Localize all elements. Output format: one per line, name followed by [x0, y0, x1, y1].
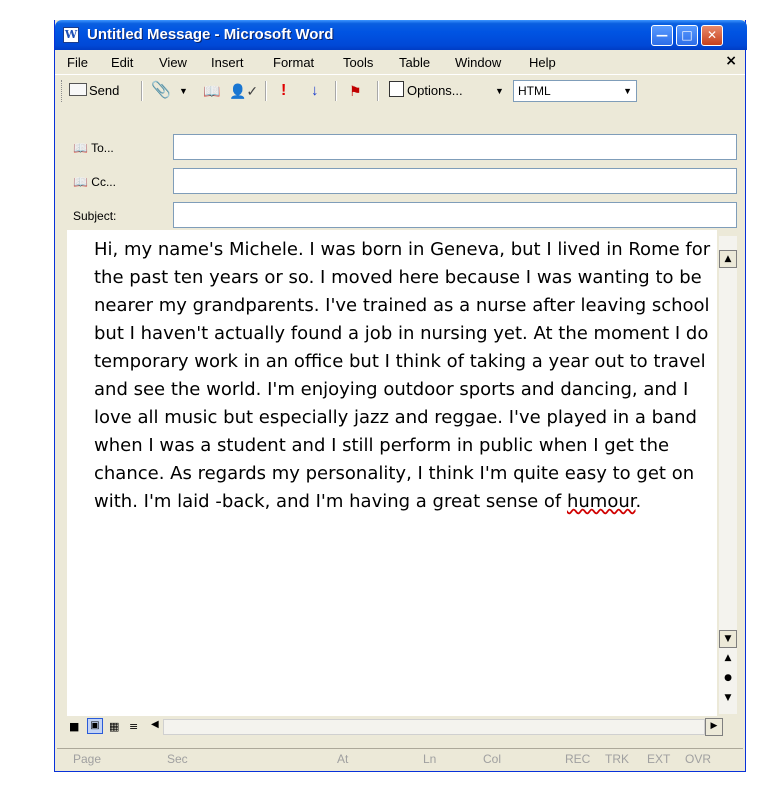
send-label: Send: [89, 83, 120, 98]
flag-icon: ⚑: [349, 83, 362, 99]
status-bar: [57, 748, 743, 769]
menu-window[interactable]: Window: [455, 55, 502, 70]
status-section: Sec: [167, 752, 188, 766]
cc-label: Cc...: [91, 175, 116, 189]
double-down-arrow-icon: ▼: [724, 693, 732, 703]
message-body[interactable]: [67, 230, 717, 716]
paperclip-icon: 📎: [151, 82, 171, 99]
menu-table[interactable]: Table: [399, 55, 431, 70]
web-layout-view-icon[interactable]: ▣: [87, 718, 103, 734]
menu-view[interactable]: View: [159, 55, 187, 70]
toolbar-grip[interactable]: [61, 80, 65, 102]
print-layout-view-icon[interactable]: ▦: [109, 720, 120, 733]
next-page-button[interactable]: [719, 690, 737, 708]
attach-file-button[interactable]: [151, 81, 171, 101]
chevron-down-icon: ▼: [495, 86, 504, 96]
address-book-icon: 📖: [73, 175, 88, 189]
message-body-text: Hi, my name's Michele. I was born in Geneva, but I lived in Rome for the past ten years or so. I moved here because I was wanting to be nearer my grandparents. I've trained as a nurse after leaving school but I haven't actually found a job in nursing yet. At the moment I do temporary work in an office but I think of taking a year out to travel and see the world. I'm enjoying outdoor sports and dancing, and I love all music but especially jazz and reggae. I've played in a band when I was a student and I still perform in public when I get the chance. As regards my personality, I think I'm quite easy to get on with. I'm laid -back, and I'm having a great sense of: [94, 239, 716, 512]
scroll-right-icon: ▶: [710, 721, 718, 731]
minimize-icon: —: [656, 28, 668, 42]
options-dropdown-button[interactable]: [495, 81, 504, 101]
toolbar-separator: [335, 81, 337, 101]
scroll-up-button[interactable]: [719, 250, 737, 268]
close-button[interactable]: [701, 25, 723, 46]
toolbar-separator: [141, 81, 143, 101]
final-punctuation: .: [635, 491, 642, 512]
address-book-icon: 📖: [203, 83, 221, 99]
horizontal-scroll-track[interactable]: [163, 719, 705, 735]
chevron-down-icon: ▼: [179, 86, 188, 96]
title-bar[interactable]: [55, 20, 747, 50]
menu-tools[interactable]: Tools: [343, 55, 374, 70]
message-format-select[interactable]: [513, 80, 637, 102]
down-arrow-icon: ↓: [311, 82, 319, 99]
status-ovr[interactable]: OVR: [685, 752, 712, 766]
check-names-icon: 👤✓: [229, 83, 259, 99]
word-app-icon[interactable]: W: [64, 28, 78, 41]
maximize-button[interactable]: [676, 25, 698, 46]
menu-file[interactable]: File: [67, 55, 88, 70]
exclamation-icon: !: [281, 82, 287, 99]
menu-help[interactable]: Help: [529, 55, 556, 70]
menu-format[interactable]: Format: [273, 55, 315, 70]
cc-button[interactable]: [73, 175, 116, 189]
message-format-value: HTML: [518, 84, 551, 98]
double-up-arrow-icon: ▲: [724, 653, 732, 663]
to-button[interactable]: [73, 141, 114, 155]
status-trk[interactable]: TRK: [605, 752, 629, 766]
up-arrow-icon: ▲: [724, 254, 732, 264]
address-book-icon: 📖: [73, 141, 88, 155]
toolbar-separator: [377, 81, 379, 101]
word-window: [54, 20, 746, 772]
scroll-right-button[interactable]: [705, 718, 723, 736]
subject-field[interactable]: [173, 202, 737, 228]
previous-page-button[interactable]: [719, 650, 737, 668]
maximize-icon: □: [681, 28, 693, 42]
misspelled-word[interactable]: humour: [566, 491, 636, 512]
normal-view-icon[interactable]: ■: [69, 720, 80, 733]
outline-view-icon[interactable]: ≡: [129, 720, 139, 733]
menu-insert[interactable]: Insert: [211, 55, 244, 70]
status-ext[interactable]: EXT: [647, 752, 671, 766]
message-text[interactable]: [94, 236, 714, 516]
browse-object-icon: ●: [724, 673, 732, 683]
status-rec[interactable]: REC: [565, 752, 591, 766]
close-icon: ✕: [706, 28, 718, 42]
chevron-down-icon: ▼: [623, 86, 632, 96]
vertical-scrollbar[interactable]: [719, 236, 737, 714]
check-names-button[interactable]: [229, 81, 258, 101]
status-page: Page: [73, 752, 102, 766]
address-book-button[interactable]: [203, 81, 220, 101]
options-button[interactable]: [389, 81, 463, 101]
scroll-left-icon[interactable]: ◀: [151, 719, 159, 730]
status-at: At: [337, 752, 349, 766]
scroll-down-button[interactable]: [719, 630, 737, 648]
minimize-button[interactable]: [651, 25, 673, 46]
menu-bar: [55, 50, 745, 75]
options-label: Options...: [407, 83, 463, 98]
down-arrow-icon: ▼: [724, 634, 732, 644]
toolbar-separator: [265, 81, 267, 101]
menu-edit[interactable]: Edit: [111, 55, 134, 70]
to-field[interactable]: [173, 134, 737, 160]
select-browse-object-button[interactable]: [719, 670, 737, 688]
subject-label: Subject:: [73, 209, 117, 223]
horizontal-scrollbar[interactable]: [67, 718, 717, 736]
low-importance-button[interactable]: [311, 81, 319, 101]
email-toolbar: [55, 76, 745, 106]
send-button[interactable]: [69, 81, 119, 101]
status-column: Col: [483, 752, 502, 766]
cc-field[interactable]: [173, 168, 737, 194]
to-label: To...: [91, 141, 114, 155]
send-icon: [69, 83, 87, 96]
attach-dropdown-button[interactable]: [179, 81, 188, 101]
flag-button[interactable]: [349, 81, 362, 101]
status-line: Ln: [423, 752, 437, 766]
window-title: Untitled Message - Microsoft Word: [87, 26, 334, 43]
high-importance-button[interactable]: [281, 81, 286, 101]
close-document-icon[interactable]: ×: [725, 53, 737, 69]
options-icon: [389, 81, 404, 97]
